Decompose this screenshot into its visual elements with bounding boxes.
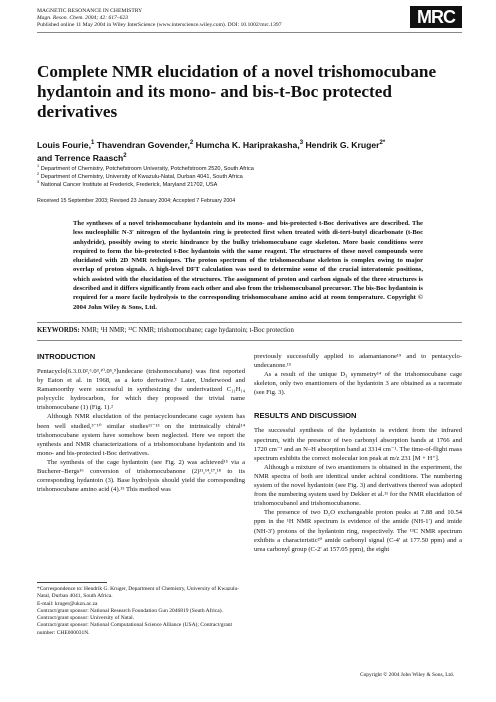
keywords-rule-top <box>37 322 462 323</box>
author-affiliation-mark: 2 <box>123 153 127 160</box>
author-name: Humcha K. Hariprakasha, <box>195 140 300 150</box>
footnote: *Correspondence to: Hendrik G. Kruger, Department of Chemistry, University of Kwazulu-Natal, Durban 4041, South Africa. <box>37 586 240 600</box>
article-title: Complete NMR elucidation of a novel trishomocubane hydantoin and its mono- and bis-t-Boc protected derivatives <box>37 62 437 121</box>
journal-name: MAGNETIC RESONANCE IN CHEMISTRY <box>37 8 143 14</box>
affiliation-text: Department of Chemistry, University of Kwazulu-Natal, Durban 4041, South Africa <box>39 174 243 180</box>
copyright: Copyright © 2004 John Wiley & Sons, Ltd. <box>360 672 455 678</box>
paragraph: The presence of two D₂O exchangeable proton peaks at 7.88 and 10.54 ppm in the ¹H NMR spectrum is evidence of the amide (NH-1′) and imide (NH-3′) protons of the hydantoin ring, respectively. The ¹³C NMR spectrum exhibits a characteristic²⁰ amide carbonyl signal (C-4′ at 177.50 ppm) and a urea carbonyl group (C-2′ at 157.05 ppm), the eight <box>254 509 462 553</box>
right-column <box>254 352 462 554</box>
affiliation-number: 1 <box>37 163 40 169</box>
author-name: Hendrik G. Kruger <box>305 140 380 150</box>
author-affiliation-mark: 2* <box>379 140 386 147</box>
author-name: Louis Fourie, <box>37 140 91 150</box>
affiliations <box>37 165 462 189</box>
affiliation-number: 3 <box>37 179 40 185</box>
footnotes <box>37 586 245 637</box>
affiliation <box>37 165 462 173</box>
keywords-rule-bottom <box>37 340 462 341</box>
paragraph: As a result of the unique D₃ symmetry¹⁴ of the trishomocubane cage skeleton, only two enantiomers of the hydantoin 3 are obtained as a racemate (see Fig. 3). <box>254 371 462 397</box>
keywords-label: KEYWORDS: <box>37 327 80 334</box>
paragraph: previously successfully applied to adamantanone¹⁹ and to pentacyclo-undecanone.¹⁵ <box>254 353 462 370</box>
footnote: E-mail: kruger@ukzn.ac.za <box>37 600 98 607</box>
affiliation-text: Department of Chemistry, Potchefstroom University, Potchefstroom 2520, South Africa <box>39 166 254 172</box>
footnote: Contract/grant sponsor: National Computational Science Alliance (USA); Contract/grant number: CHE000031N. <box>37 622 233 636</box>
received-dates: Received 15 September 2003; Revised 23 January 2004; Accepted 7 February 2004 <box>37 198 236 204</box>
author-affiliation-mark: 2 <box>189 140 194 147</box>
keywords-text: NMR; ¹H NMR; ¹³C NMR; trishomocubane; cage hydantoin; t-Boc protection <box>81 327 294 334</box>
footnote: Contract/grant sponsor: University of Natal. <box>37 615 134 622</box>
section-heading-results: RESULTS AND DISCUSSION <box>254 411 357 421</box>
paragraph: Although a mixture of two enantiomers is obtained in the experiment, the NMR spectra of both are identical under achiral conditions. The numbering system of the novel hydantoin (see Fig. 3) and derivatives thereof was adopted from the numbering system used by Dekker et al.¹¹ for the NMR elucidation of trishomocubanol and trishomocubanone. <box>254 463 462 508</box>
left-column <box>37 352 245 494</box>
paragraph: Pentacyclo[6.3.0.0²,⁶.0³,¹⁰.0⁵,⁹]undecane (trishomocubane) was first reported by Eaton et al. in 1968, as a keto derivative.¹ Later, Underwood and Ramamoorthy were successful in synthesizing the underivatized C₁₁H₁₄ polycyclic hydrocarbon, for which they proposed the trivial name trishomocubane (1) (Fig. 1).² <box>37 368 245 412</box>
journal-logo: MRC <box>410 6 462 28</box>
paragraph: The successful synthesis of the hydantoin is evident from the infrared spectrum, with the presence of two carbonyl absorption bands at 1766 and 1720 cm⁻¹ and an N–H absorption band at 3314 cm⁻¹. The time-of-flight mass spectrum exhibits the correct molecular ion peak at m/z 231 [M + H⁺]. <box>254 427 462 462</box>
affiliation-number: 2 <box>37 171 40 177</box>
paragraph: The synthesis of the cage hydantoin (see Fig. 2) was achieved¹⁵ via a Bucherer–Bergs¹⁶ conversion of trishomocubanone (2)¹¹,¹⁴,¹⁷,¹⁸ to its corresponding hydantoin (3). Base hydrolysis should yield the corresponding trishomocubane amino acid (4).¹⁵ This method was <box>37 458 245 494</box>
paragraph: Although NMR elucidation of the pentacycloundecane cage system has been well studied,³⁻¹⁰ similar studies¹¹⁻¹³ on the intrinsically chiral¹⁴ trishomocubane system have somehow been neglected. Here we report the synthesis and NMR characterizations of a trishomocubane hydantoin and its mono- and bis-protected t-Boc derivatives. <box>37 413 245 457</box>
footnote-rule <box>37 582 107 583</box>
abstract: The syntheses of a novel trishomocubane hydantoin and its mono- and bis-protected t-Boc derivatives are described. The less nucleophilic N-3′ nitrogen of the hydantoin ring is protected first when treated with di-tert-butyl dicarbonate (t-Boc anhydride), possibly owing to steric hindrance by the bulky trishomocubane cage skeleton. More basic conditions were required to form the bis-protected t-Boc hydantoin with the same reagent. The structures of these novel compounds were elucidated with 2D NMR techniques. The proton spectrum of the trishomocubane skeleton is complex owing to major overlap of proton signals. A high-level DFT calculation was used to determine some of the crucial interatomic positions, which assisted with the elucidation of the structures. The assignment of proton and carbon signals of the three structures is described and it differs significantly from each other and also from the trishomocubanol precursor. The bis-Boc hydantoin is required for a more facile hydrolysis to the corresponding trishomocubane amino acid at room temperature. Copyright © 2004 John Wiley & Sons, Ltd. <box>73 220 423 311</box>
journal-header <box>37 8 457 30</box>
citation: Magn. Reson. Chem. 2004; 42: 617–623 <box>37 15 129 22</box>
affiliation <box>37 173 462 181</box>
author-name: Thavendran Govender, <box>96 140 190 150</box>
affiliation <box>37 181 462 189</box>
author-affiliation-mark: 1 <box>90 140 95 147</box>
published-line: Published online 11 May 2004 in Wiley InterScience (www.interscience.wiley.com). DOI: 10.1002/mrc.1397 <box>37 22 282 29</box>
author-name: and Terrence Raasch <box>37 153 124 163</box>
section-heading-introduction: INTRODUCTION <box>37 352 96 361</box>
author-affiliation-mark: 3 <box>299 140 304 147</box>
header-rule <box>37 32 462 33</box>
author-list <box>37 139 462 165</box>
keywords <box>37 327 462 334</box>
affiliation-text: National Cancer Institute at Frederick, Frederick, Maryland 21702, USA <box>39 182 218 188</box>
footnote: Contract/grant sponsor: National Research Foundation Gun 2046819 (South Africa). <box>37 607 223 614</box>
